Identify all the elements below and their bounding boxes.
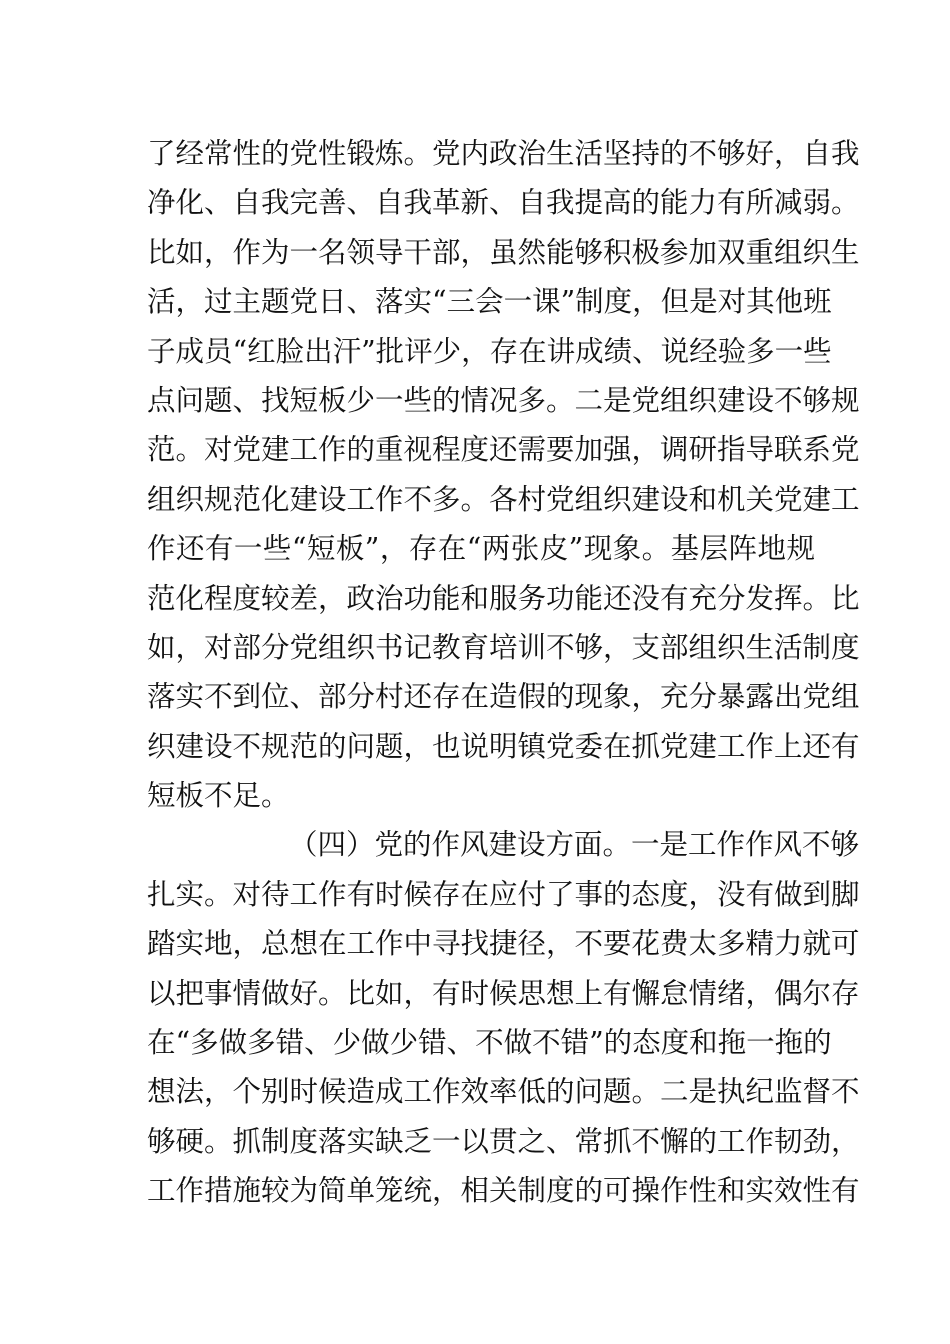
text-line: 在“多做多错、少做少错、不做不错”的态度和拖一拖的 xyxy=(147,1026,832,1060)
text-line: 净化、自我完善、自我革新、自我提高的能力有所减弱。 xyxy=(147,186,860,220)
text-line: 织建设不规范的问题，也说明镇党委在抓党建工作上还有 xyxy=(147,729,860,763)
text-line: 了经常性的党性锻炼。党内政治生活坚持的不够好，自我 xyxy=(147,137,860,170)
text-line: 想法，个别时候造成工作效率低的问题。二是执纪监督不 xyxy=(147,1075,860,1109)
text-line: 作还有一些“短板”，存在“两张皮”现象。基层阵地规 xyxy=(147,532,815,566)
text-line: 落实不到位、部分村还存在造假的现象，充分暴露出党组 xyxy=(147,680,860,714)
text-line: 踏实地，总想在工作中寻找捷径，不要花费太多精力就可 xyxy=(147,927,860,961)
text-line: 比如，作为一名领导干部，虽然能够积极参加双重组织生 xyxy=(147,235,860,269)
text-line: 范。对党建工作的重视程度还需要加强，调研指导联系党 xyxy=(147,433,860,467)
text-line: 扎实。对待工作有时候存在应付了事的态度，没有做到脚 xyxy=(147,877,860,911)
text-line: 活，过主题党日、落实“三会一课”制度，但是对其他班 xyxy=(147,285,832,319)
text-line: 子成员“红脸出汗”批评少，存在讲成绩、说经验多一些 xyxy=(147,334,832,368)
text-line: 工作措施较为简单笼统，相关制度的可操作性和实效性有 xyxy=(147,1174,860,1208)
text-line: 点问题、找短板少一些的情况多。二是党组织建设不够规 xyxy=(147,383,860,417)
body-text xyxy=(147,129,860,1216)
text-line: 范化程度较差，政治功能和服务功能还没有充分发挥。比 xyxy=(147,581,860,615)
text-line: 以把事情做好。比如，有时候思想上有懈怠情绪，偶尔存 xyxy=(147,976,860,1010)
text-line: 够硬。抓制度落实缺乏一以贯之、常抓不懈的工作韧劲， xyxy=(147,1124,860,1158)
paragraph-end-line: 短板不足。 xyxy=(147,779,290,813)
text-line: 组织规范化建设工作不多。各村党组织建设和机关党建工 xyxy=(147,482,860,516)
section-heading-line: （四）党的作风建设方面。一是工作作风不够 xyxy=(289,828,860,862)
text-line: 如，对部分党组织书记教育培训不够，支部组织生活制度 xyxy=(147,630,860,664)
